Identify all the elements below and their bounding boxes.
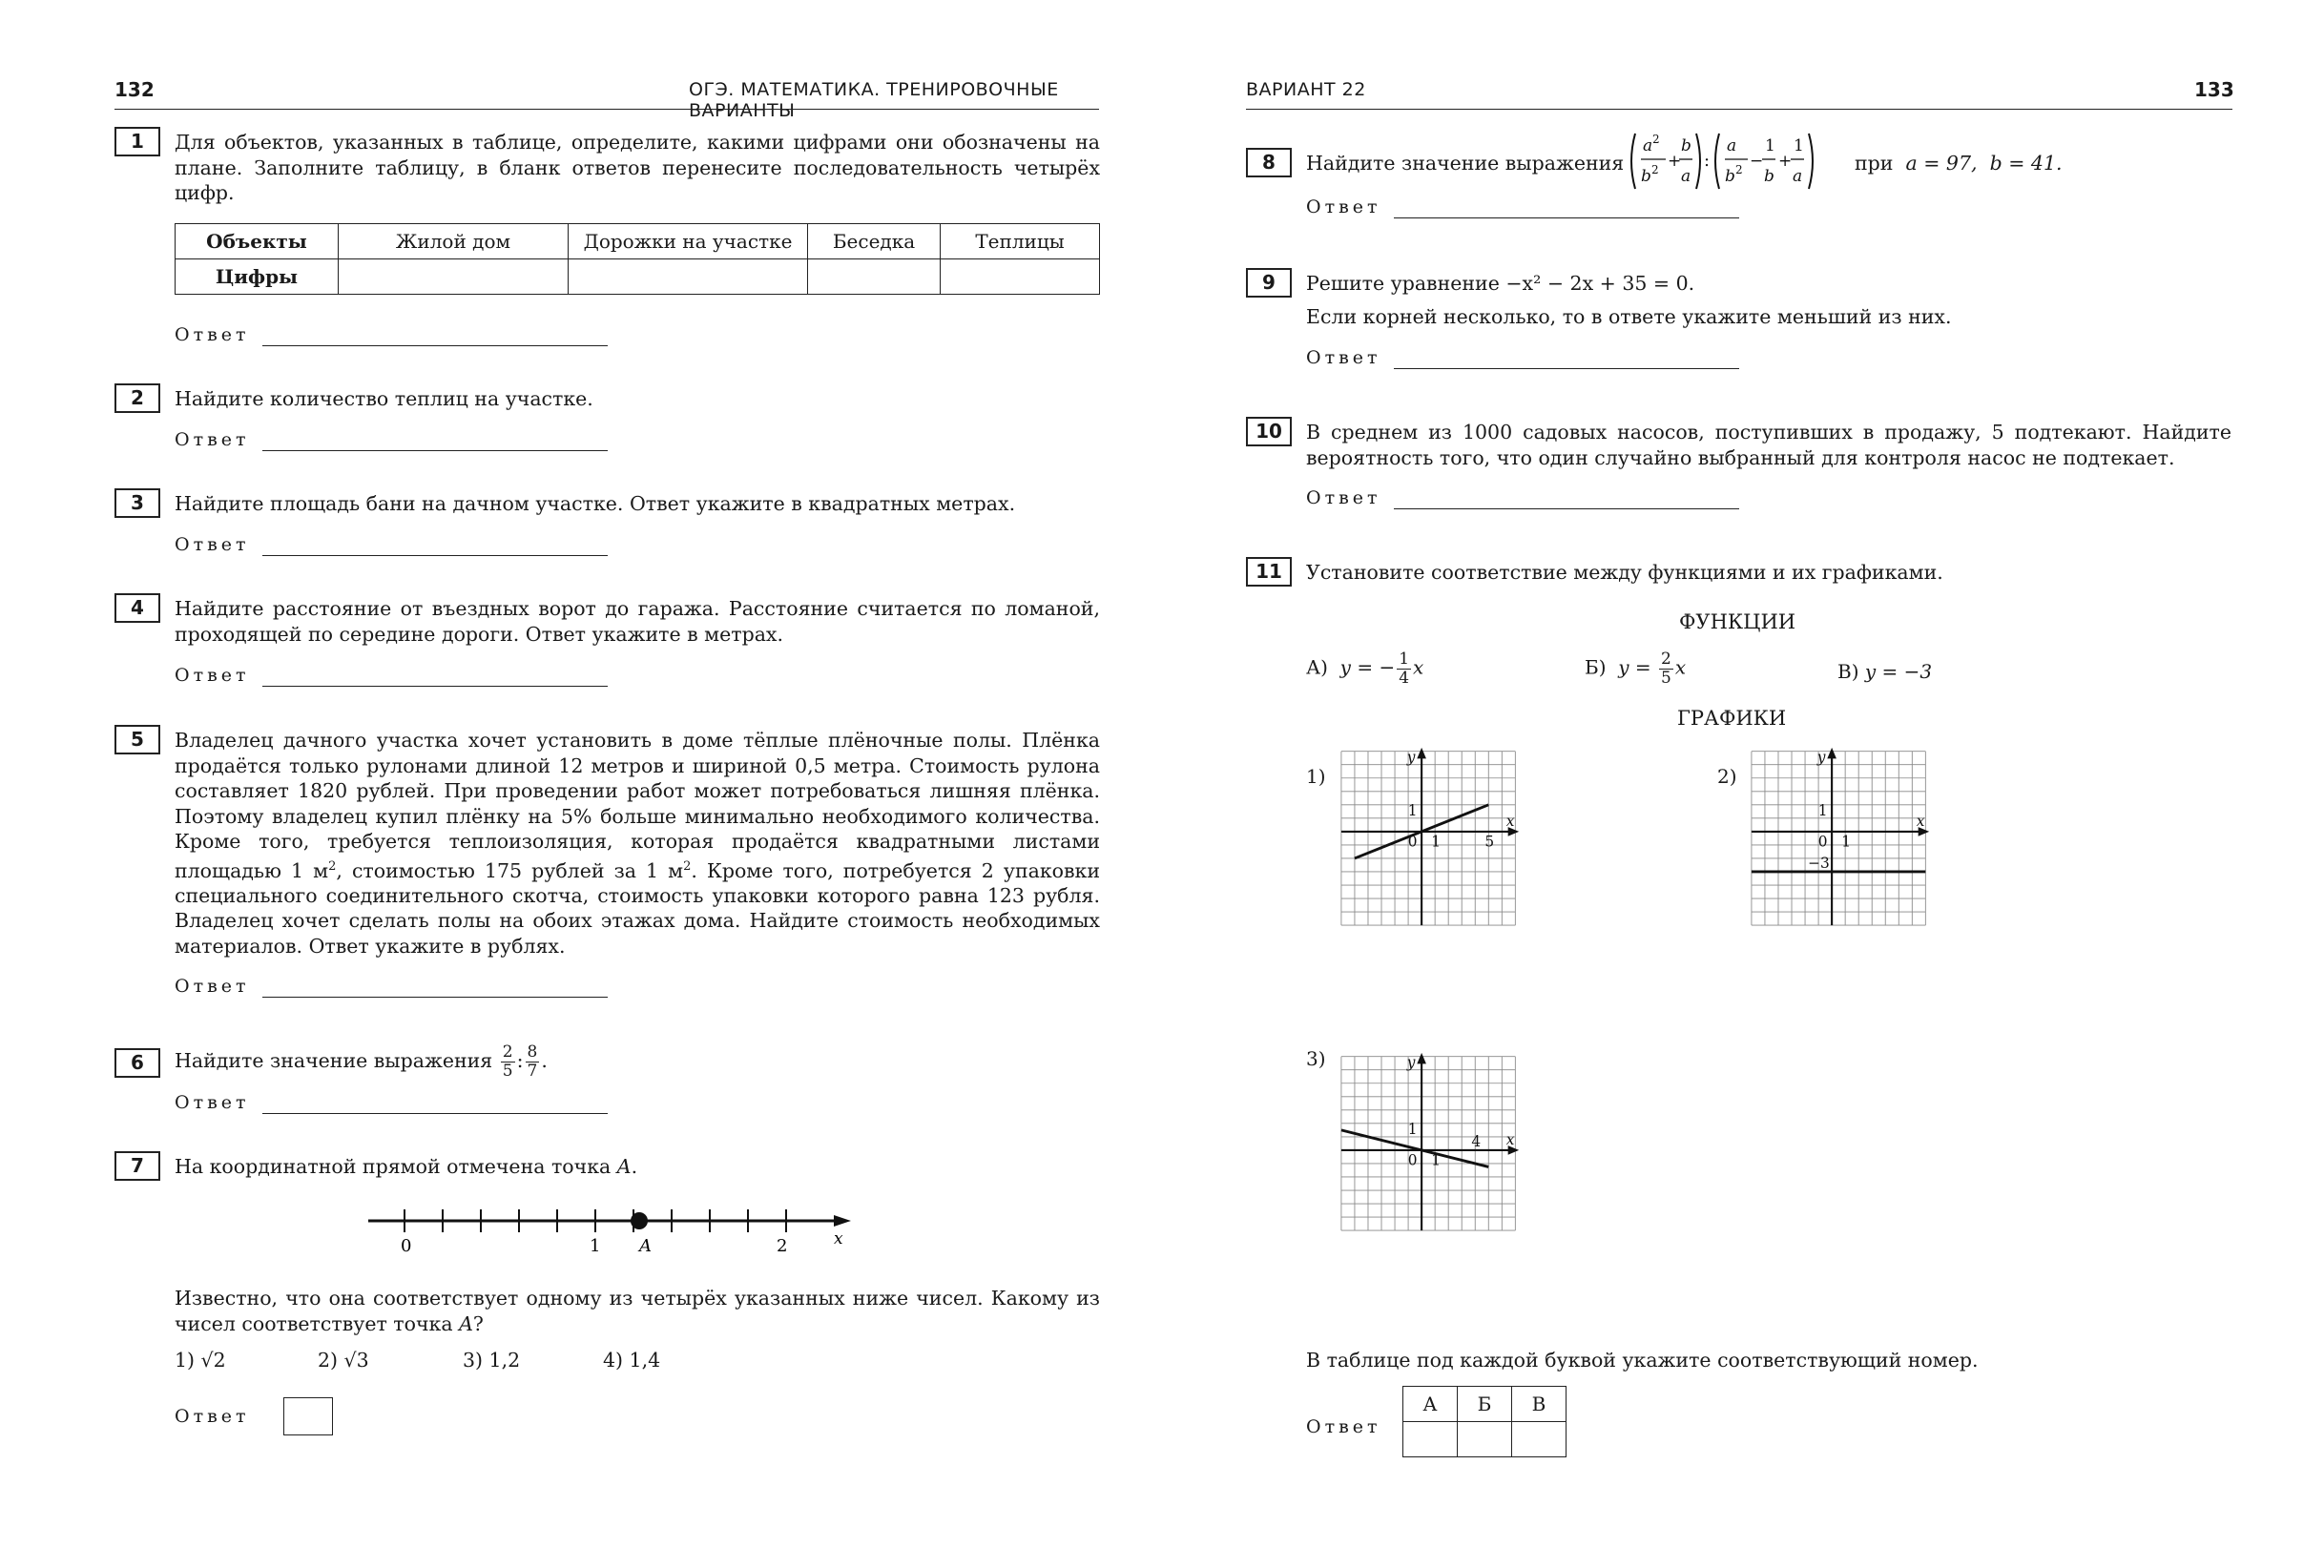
superscript-2: 2 bbox=[328, 858, 337, 874]
origin-label: 0 bbox=[1407, 1151, 1418, 1169]
y-arrow-icon bbox=[1827, 748, 1836, 759]
function-a bbox=[1306, 650, 1423, 687]
table-cell[interactable] bbox=[339, 259, 569, 295]
answer-cell-a[interactable] bbox=[1403, 1422, 1458, 1457]
answer-header-b: Б bbox=[1458, 1387, 1512, 1422]
answer-label-5: Ответ bbox=[175, 976, 250, 997]
question-6-text bbox=[175, 1036, 747, 1085]
y-arrow-icon bbox=[1417, 1053, 1426, 1064]
option-2: 2) √3 bbox=[318, 1349, 369, 1372]
question-1-text: Для объектов, указанных в таблице, определите, какими цифрами они обозначены на плане. Заполните таблицу, в бланк ответов перенесите последовательность четырёх цифр. bbox=[175, 131, 1100, 204]
svg-text:a: a bbox=[1727, 136, 1737, 155]
svg-text:−: − bbox=[1750, 152, 1764, 171]
question-10-text: В среднем из 1000 садовых насосов, поступивших в продажу, 5 подтекают. Найдите вероятность того, что один случайно выбранный для контроля насос не подтекает. bbox=[1306, 421, 2231, 469]
origin-label: 0 bbox=[1407, 833, 1418, 851]
label-zero: 0 bbox=[401, 1236, 412, 1256]
axis-x-label: x bbox=[1916, 813, 1925, 831]
option-1: 1) √2 bbox=[175, 1349, 226, 1372]
svg-text:1: 1 bbox=[1765, 136, 1775, 155]
question-8-text: Найдите значение выражения bbox=[1306, 152, 1625, 175]
header-rule-left bbox=[114, 109, 1099, 110]
func-c-label: В) bbox=[1837, 660, 1859, 683]
answer-line-1[interactable] bbox=[262, 345, 608, 346]
question-number-5: 5 bbox=[114, 725, 160, 754]
a-value: a = 97, bbox=[1905, 152, 1978, 175]
running-head-left: ОГЭ. МАТЕМАТИКА. ТРЕНИРОВОЧНЫЕ ВАРИАНТЫ bbox=[689, 79, 1059, 121]
answer-line-5[interactable] bbox=[262, 997, 608, 998]
answer-cell-c[interactable] bbox=[1512, 1422, 1567, 1457]
graph-label-2: 2) bbox=[1717, 765, 1737, 788]
svg-text:b: b bbox=[1641, 167, 1651, 186]
b-value: b = 41. bbox=[1989, 152, 2063, 175]
answer-label-11: Ответ bbox=[1306, 1416, 1381, 1437]
svg-text:2: 2 bbox=[1735, 163, 1743, 176]
question-number-6: 6 bbox=[114, 1048, 160, 1078]
tick-label-1y: 1 bbox=[1407, 1120, 1418, 1138]
fraction-2-5: $\frac{2}{5}$ bbox=[502, 1042, 513, 1081]
func-b-x: x bbox=[1674, 655, 1687, 679]
answer-cell-b[interactable] bbox=[1458, 1422, 1512, 1457]
functions-title: ФУНКЦИИ bbox=[1679, 610, 1796, 633]
tick-label-1y: 1 bbox=[1407, 801, 1418, 819]
table-header-digits: Цифры bbox=[176, 259, 339, 295]
func-a-lhs: y = − bbox=[1339, 655, 1396, 679]
table-col-gazebo: Беседка bbox=[808, 224, 941, 259]
axis-y-label: y bbox=[1406, 1054, 1416, 1072]
question-9-text-2: Если корней несколько, то в ответе укажите меньший из них. bbox=[1306, 305, 1952, 328]
answer-header-a: А bbox=[1403, 1387, 1458, 1422]
graphs-title: ГРАФИКИ bbox=[1677, 707, 1787, 730]
table-cell[interactable] bbox=[808, 259, 941, 295]
question-number-11: 11 bbox=[1246, 557, 1292, 587]
label-x: x bbox=[834, 1229, 843, 1248]
arrow-icon bbox=[834, 1215, 851, 1227]
table-header-objects: Объекты bbox=[176, 224, 339, 259]
answer-line-3[interactable] bbox=[262, 555, 608, 556]
fraction-2-5: $\frac{2}{5}$ bbox=[1661, 650, 1671, 688]
option-3: 3) 1,2 bbox=[463, 1349, 521, 1372]
graph-label-1: 1) bbox=[1306, 765, 1326, 788]
svg-text:2: 2 bbox=[1651, 163, 1659, 176]
superscript-2: 2 bbox=[683, 858, 692, 874]
question-7-lead: На координатной прямой отмечена точка bbox=[175, 1155, 612, 1178]
answer-line-9[interactable] bbox=[1394, 368, 1739, 369]
question-6-lead: Найдите значение выражения bbox=[175, 1049, 493, 1072]
period: . bbox=[541, 1049, 548, 1072]
answer-label-8: Ответ bbox=[1306, 196, 1381, 217]
svg-text:+: + bbox=[1778, 152, 1793, 171]
tick-label-5: 5 bbox=[1484, 833, 1495, 851]
table-col-house: Жилой дом bbox=[339, 224, 569, 259]
question-number-10: 10 bbox=[1246, 417, 1292, 446]
answer-label-2: Ответ bbox=[175, 429, 250, 450]
question-5-text bbox=[175, 728, 1100, 959]
question-7-follow: Известно, что она соответствует одному из четырёх указанных ниже чисел. Какому из чисел соответствует точка bbox=[175, 1287, 1100, 1335]
question-5-text-b: , стоимостью 175 рублей за 1 м bbox=[336, 858, 684, 882]
tick-label-1y: 1 bbox=[1817, 801, 1828, 819]
answer-label-6: Ответ bbox=[175, 1092, 250, 1113]
page-number-right: 133 bbox=[2194, 78, 2234, 101]
running-head-right: ВАРИАНТ 22 bbox=[1246, 79, 1366, 100]
svg-text::: : bbox=[1704, 151, 1711, 171]
answer-label-1: Ответ bbox=[175, 324, 250, 345]
table-col-paths: Дорожки на участке bbox=[569, 224, 808, 259]
fraction-1-4: $\frac{1}{4}$ bbox=[1399, 650, 1410, 688]
answer-header-c: В bbox=[1512, 1387, 1567, 1422]
question-number-2: 2 bbox=[114, 383, 160, 413]
answer-line-4[interactable] bbox=[262, 686, 608, 687]
label-a: A bbox=[639, 1236, 652, 1256]
question-8-condition bbox=[1855, 151, 2063, 176]
divide-sign: : bbox=[516, 1049, 524, 1072]
origin-label: 0 bbox=[1817, 833, 1828, 851]
answer-line-10[interactable] bbox=[1394, 508, 1739, 509]
expression-8 bbox=[1626, 128, 1845, 195]
point-a-marker bbox=[631, 1212, 648, 1229]
axis-y-label: y bbox=[1406, 749, 1416, 767]
answer-label-4: Ответ bbox=[175, 665, 250, 686]
question-5-text-c: . Кроме того, потребуется 2 упаковки специального соединительного скотча, стоимость упаковки которого равна 123 рубля. Владелец хочет сделать полы на обоих этажах дома. Найдите стоимость необходимых материалов. Ответ укажите в рублях. bbox=[175, 858, 1100, 958]
svg-text:b: b bbox=[1764, 167, 1774, 186]
graph-3 bbox=[1336, 1049, 1532, 1238]
question-11-text: Установите соответствие между функциями и их графиками. bbox=[1306, 561, 1943, 584]
tick-label-4: 4 bbox=[1471, 1133, 1482, 1151]
cond-word: при bbox=[1855, 152, 1894, 175]
svg-text:+: + bbox=[1668, 152, 1682, 171]
question-7-text: На координатной прямой отмечена точка A. bbox=[175, 1155, 638, 1178]
tick-label-1x: 1 bbox=[1431, 833, 1442, 851]
answer-label-10: Ответ bbox=[1306, 487, 1381, 508]
label-one: 1 bbox=[590, 1236, 601, 1256]
axis-x-label: x bbox=[1505, 1131, 1515, 1149]
answer-line-6[interactable] bbox=[262, 1113, 608, 1114]
point-name: A bbox=[616, 1155, 632, 1178]
header-rule-right bbox=[1246, 109, 2232, 110]
question-number-4: 4 bbox=[114, 593, 160, 623]
svg-text:a: a bbox=[1681, 167, 1691, 186]
question-number-3: 3 bbox=[114, 488, 160, 518]
tick-label-1x: 1 bbox=[1431, 1151, 1442, 1169]
question-3-text: Найдите площадь бани на дачном участке. Ответ укажите в квадратных метрах. bbox=[175, 492, 1016, 515]
answer-box-7[interactable] bbox=[283, 1397, 333, 1435]
answer-line-8[interactable] bbox=[1394, 217, 1739, 218]
axis-y-label: y bbox=[1816, 749, 1826, 767]
question-number-8: 8 bbox=[1246, 148, 1292, 177]
option-4: 4) 1,4 bbox=[603, 1349, 661, 1372]
func-b-lhs: y = bbox=[1618, 655, 1651, 679]
func-a-label: А) bbox=[1306, 655, 1328, 679]
graph-label-3: 3) bbox=[1306, 1047, 1326, 1070]
question-7-text-2: Известно, что она соответствует одному из четырёх указанных ниже чисел. Какому из чисел соответствует точка A? bbox=[175, 1287, 1100, 1335]
graph-2 bbox=[1746, 744, 1942, 933]
fraction-8-7: $\frac{8}{7}$ bbox=[527, 1042, 538, 1081]
label-two: 2 bbox=[777, 1236, 788, 1256]
answer-line-2[interactable] bbox=[262, 450, 608, 451]
func-c-expr: y = −3 bbox=[1864, 660, 1933, 683]
answer-table-11 bbox=[1402, 1386, 1567, 1457]
question-number-7: 7 bbox=[114, 1151, 160, 1181]
question-2-text: Найдите количество теплиц на участке. bbox=[175, 387, 593, 410]
table-cell[interactable] bbox=[941, 259, 1100, 295]
function-b bbox=[1585, 650, 1686, 687]
question-4-text: Найдите расстояние от въездных ворот до гаража. Расстояние считается по ломаной, проходящей по середине дороги. Ответ укажите в метрах. bbox=[175, 597, 1100, 646]
answer-label-9: Ответ bbox=[1306, 347, 1381, 368]
tick-label-1x: 1 bbox=[1841, 833, 1852, 851]
y-arrow-icon bbox=[1417, 748, 1426, 759]
svg-text:2: 2 bbox=[1652, 133, 1660, 146]
question-9-text: Решите уравнение −x² − 2x + 35 = 0. bbox=[1306, 272, 1695, 295]
right-page bbox=[1162, 0, 2324, 1568]
question-number-9: 9 bbox=[1246, 268, 1292, 298]
question-number-1: 1 bbox=[114, 127, 160, 156]
table-col-greenhouses: Теплицы bbox=[941, 224, 1100, 259]
function-c bbox=[1837, 660, 1932, 683]
table-cell[interactable] bbox=[569, 259, 808, 295]
svg-text:b: b bbox=[1725, 167, 1735, 186]
func-b-label: Б) bbox=[1585, 655, 1607, 679]
svg-text:1: 1 bbox=[1794, 136, 1804, 155]
table-instruction: В таблице под каждой буквой укажите соответствующий номер. bbox=[1306, 1349, 1979, 1372]
objects-table bbox=[175, 223, 1100, 295]
svg-text:a: a bbox=[1793, 167, 1803, 186]
answer-label-7: Ответ bbox=[175, 1406, 250, 1427]
question-5-text-a: Владелец дачного участка хочет установить в доме тёплые плёночные полы. Плёнка продаётся только рулонами длиной 12 метров и шириной 0,5 метра. Стоимость рулона составляет 1820 рублей. При проведении работ может потребоваться лишняя плёнка. Поэтому владелец купил плёнку на 5% больше минимально необходимого количества. Кроме того, требуется теплоизоляция, которая продаётся квадратными листами площадью 1 м bbox=[175, 729, 1100, 882]
page-number-left: 132 bbox=[114, 78, 155, 101]
graph-1 bbox=[1336, 744, 1532, 933]
svg-text:b: b bbox=[1681, 136, 1691, 155]
number-line bbox=[363, 1192, 859, 1269]
answer-label-3: Ответ bbox=[175, 534, 250, 555]
svg-text:a: a bbox=[1643, 136, 1653, 155]
tick-label-minus3: −3 bbox=[1808, 855, 1830, 873]
point-name: A bbox=[459, 1311, 473, 1335]
func-a-x: x bbox=[1413, 655, 1424, 679]
axis-x-label: x bbox=[1505, 813, 1515, 831]
